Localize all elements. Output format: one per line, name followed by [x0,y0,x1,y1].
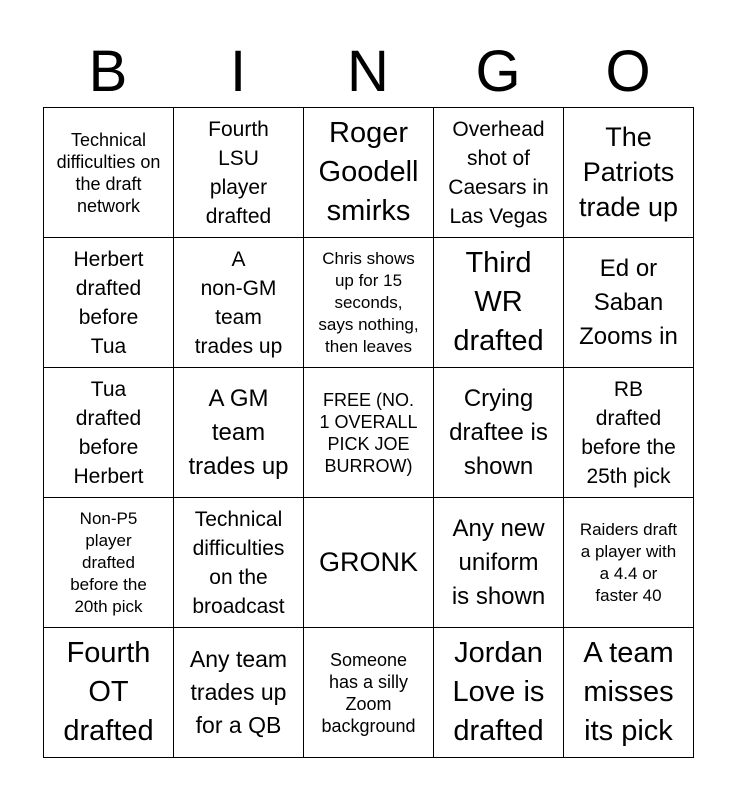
bingo-cell[interactable] [304,628,434,758]
cell-text: Non-P5 player drafted before the 20th pick [70,508,147,616]
cell-text: Overhead shot of Caesars in Las Vegas [448,117,549,228]
bingo-cell[interactable] [44,108,174,238]
bingo-board [43,107,694,758]
bingo-cell[interactable] [304,498,434,628]
bingo-cell[interactable] [434,238,564,368]
cell-text: Technical difficulties on the broadcast [192,507,285,618]
bingo-cell[interactable] [564,628,694,758]
bingo-cell[interactable] [44,628,174,758]
cell-text: Fourth OT drafted [63,637,154,747]
bingo-cell[interactable] [564,368,694,498]
cell-text: Raiders draft a player with a 4.4 or faster 40 [579,519,678,605]
cell-text: Any new uniform is shown [451,514,546,610]
header-letter-n: N [347,39,389,104]
bingo-cell[interactable] [44,238,174,368]
bingo-header [43,36,693,108]
bingo-cell[interactable] [174,368,304,498]
cell-text: FREE (NO. 1 OVERALL PICK JOE BURROW) [319,389,418,476]
header-letter-b: B [88,39,128,104]
cell-text: Herbert drafted before Tua [73,247,144,358]
bingo-cell[interactable] [434,108,564,238]
cell-text: A GM team trades up [188,384,289,480]
cell-text: Tua drafted before Herbert [73,377,144,488]
cell-text: GRONK [318,547,418,577]
bingo-cell[interactable] [44,368,174,498]
cell-text: Third WR drafted [453,247,544,357]
cell-text: Fourth LSU player drafted [205,117,272,228]
cell-text: Any team trades up for a QB [189,646,288,738]
cell-text: Technical difficulties on the draft network [56,129,161,216]
bingo-cell[interactable] [44,498,174,628]
bingo-cell[interactable] [304,108,434,238]
bingo-cell[interactable] [564,498,694,628]
cell-text: Ed or Saban Zooms in [579,254,678,350]
bingo-cell[interactable] [564,108,694,238]
cell-text: Chris shows up for 15 seconds, says nothing, then leaves [318,248,419,356]
header-letter-g: G [475,39,521,104]
bingo-cell[interactable] [174,238,304,368]
cell-text: Jordan Love is drafted [452,637,545,747]
cell-text: The Patriots trade up [578,122,679,222]
bingo-cell[interactable] [434,628,564,758]
cell-text: Crying draftee is shown [449,384,548,480]
bingo-cell[interactable] [564,238,694,368]
cell-text: RB drafted before the 25th pick [581,377,676,488]
bingo-cell[interactable] [174,498,304,628]
bingo-cell[interactable] [174,108,304,238]
bingo-cell[interactable] [434,368,564,498]
free-space-cell[interactable] [304,368,434,498]
bingo-cell[interactable] [304,238,434,368]
cell-text: A non-GM team trades up [194,247,283,358]
cell-text: Someone has a silly Zoom background [321,649,416,736]
bingo-cell[interactable] [174,628,304,758]
header-letter-o: O [605,39,651,104]
cell-text: Roger Goodell smirks [318,117,419,227]
cell-text: A team misses its pick [583,637,674,747]
header-letter-i: I [229,39,247,104]
bingo-cell[interactable] [434,498,564,628]
